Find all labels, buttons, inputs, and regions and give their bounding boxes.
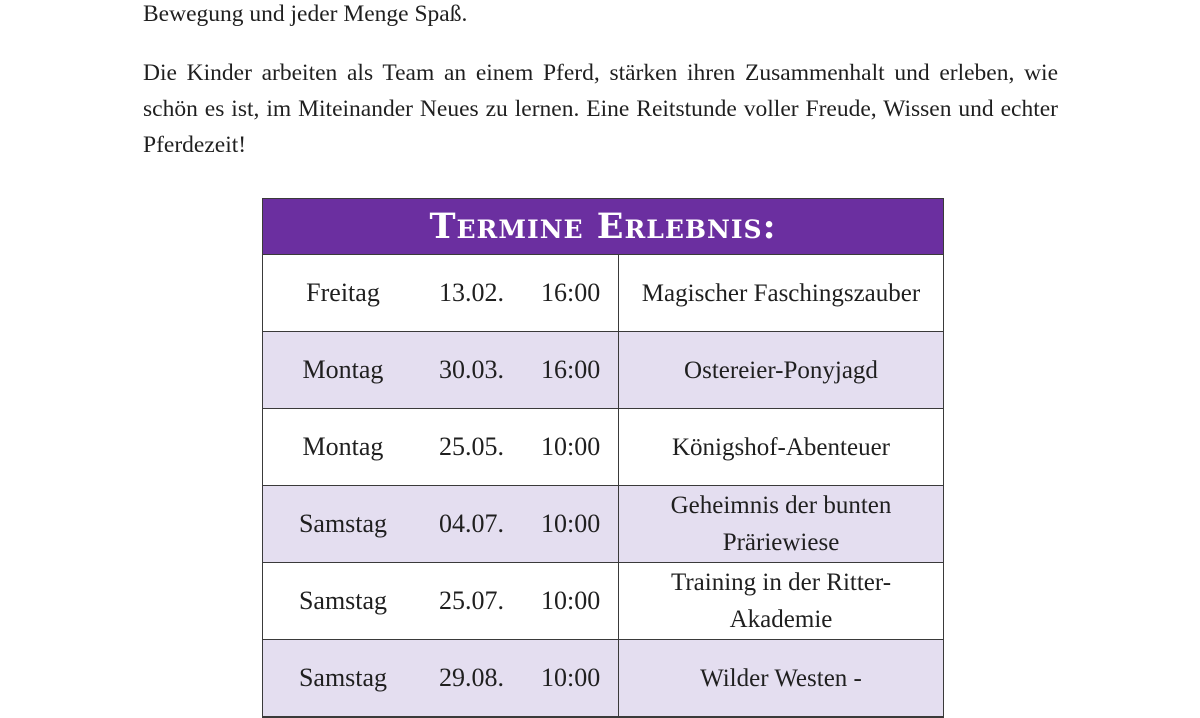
table-row bbox=[263, 255, 943, 332]
event-cell: Ostereier-Ponyjagd bbox=[684, 356, 878, 384]
day-text: Samstag bbox=[298, 663, 388, 692]
time-text: 10:00 bbox=[541, 586, 601, 615]
event-cell: Wilder Westen - bbox=[700, 664, 862, 692]
day-text: Montag bbox=[302, 355, 384, 384]
day-text: Samstag bbox=[298, 586, 388, 615]
day-text: Samstag bbox=[298, 509, 388, 538]
day-text: Montag bbox=[302, 432, 384, 461]
schedule-rows bbox=[263, 255, 943, 717]
table-row bbox=[263, 486, 943, 563]
date-text: 13.02. bbox=[439, 278, 504, 307]
table-row bbox=[263, 332, 943, 409]
event-cell: Magischer Faschingszauber bbox=[641, 279, 921, 307]
date-cell bbox=[263, 563, 619, 639]
date-cell bbox=[263, 255, 619, 331]
event-cell: Geheimnis der bunten Präriewiese bbox=[670, 492, 892, 556]
date-cell bbox=[263, 332, 619, 408]
day-text: Freitag bbox=[306, 278, 380, 307]
time-text: 10:00 bbox=[541, 432, 601, 461]
time-text: 16:00 bbox=[541, 278, 601, 307]
time-text: 16:00 bbox=[541, 355, 601, 384]
table-row bbox=[263, 563, 943, 640]
date-cell bbox=[263, 640, 619, 716]
schedule-title: Termine Erlebnis: bbox=[263, 199, 943, 255]
event-cell: Training in der Ritter-Akademie bbox=[670, 569, 892, 633]
time-text: 10:00 bbox=[541, 663, 601, 692]
date-text: 29.08. bbox=[439, 663, 504, 692]
date-cell bbox=[263, 409, 619, 485]
date-text: 25.05. bbox=[439, 432, 504, 461]
event-cell: Königshof-Abenteuer bbox=[672, 433, 890, 461]
intro-text-line: Bewegung und jeder Menge Spaß. bbox=[143, 1, 468, 27]
table-row bbox=[263, 409, 943, 486]
table-row bbox=[263, 640, 943, 717]
description-text: Die Kinder arbeiten als Team an einem Pferd, stärken ihren Zusammenhalt und erleben, wie schön es ist, im Miteinander Neues zu lernen. Eine Reitstunde voller Freude, Wissen und echter Pferdezeit! bbox=[143, 60, 1058, 158]
date-text: 25.07. bbox=[439, 586, 504, 615]
time-text: 10:00 bbox=[541, 509, 601, 538]
date-text: 04.07. bbox=[439, 509, 504, 538]
date-text: 30.03. bbox=[439, 355, 504, 384]
schedule-table bbox=[262, 198, 944, 718]
description-paragraph bbox=[143, 55, 1058, 163]
date-cell bbox=[263, 486, 619, 562]
